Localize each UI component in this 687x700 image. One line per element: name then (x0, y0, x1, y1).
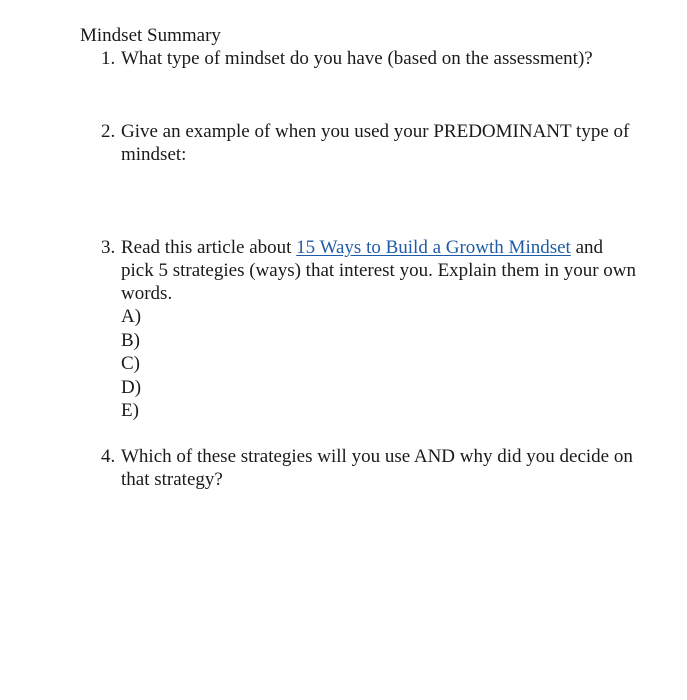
question-3 (80, 236, 640, 423)
question-number: 3. (101, 237, 116, 258)
answer-list (121, 305, 640, 423)
question-4 (80, 445, 640, 491)
question-text: What type of mindset do you have (based on the assessment)? (121, 48, 593, 69)
question-text: Which of these strategies will you use AND why did you decide on that strategy? (121, 445, 633, 490)
question-text-suffix: and pick 5 strategies (ways) that interest you. Explain them in your own words. (121, 237, 636, 304)
article-link[interactable]: 15 Ways to Build a Growth Mindset (296, 237, 571, 258)
question-number: 4. (101, 445, 116, 467)
question-1 (80, 47, 640, 70)
answer-label-a: A) (121, 306, 142, 327)
answer-label-b: B) (121, 329, 140, 351)
answer-label-c: C) (121, 353, 140, 374)
document (80, 24, 640, 491)
question-number: 1. (101, 48, 116, 69)
answer-label-e: E) (121, 400, 139, 421)
answer-label-d: D) (121, 376, 142, 398)
document-title: Mindset Summary (80, 25, 221, 46)
question-number: 2. (101, 121, 116, 142)
question-text-prefix: Read this article about (121, 237, 297, 258)
question-text (121, 236, 640, 305)
question-2 (80, 120, 640, 166)
question-text: Give an example of when you used your PREDOMINANT type of mindset: (121, 121, 630, 165)
